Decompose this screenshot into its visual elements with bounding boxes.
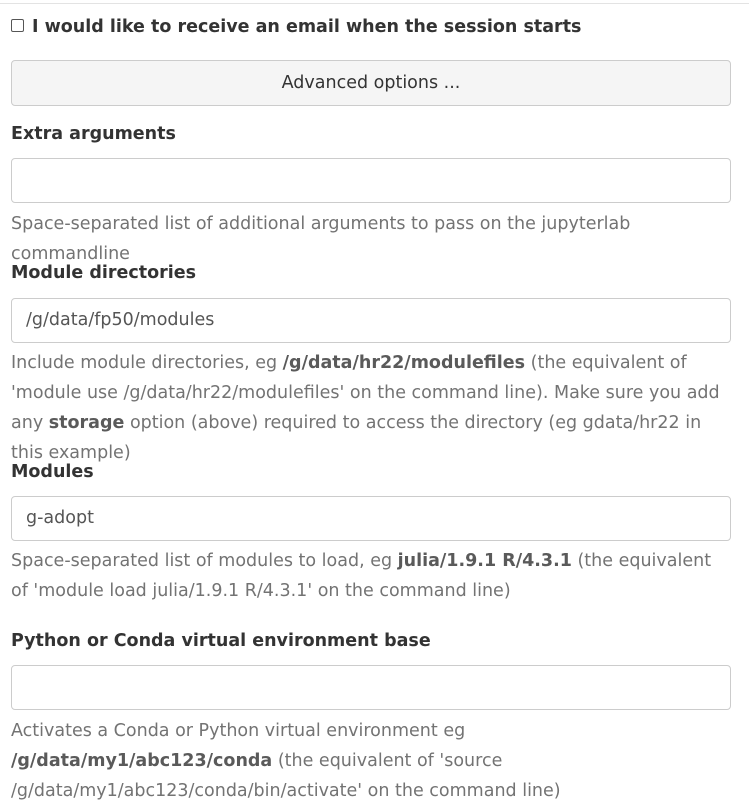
modules-help-text-1: Space-separated list of modules to load, eg	[11, 551, 398, 571]
module-directories-help-storage: storage	[48, 413, 125, 433]
module-directories-help-text-2: (the equivalent of 'module use /g/data/hr22/modulefiles' on the command line). Make sure you add any	[11, 353, 720, 433]
modules-label: Modules	[11, 462, 94, 482]
extra-arguments-label: Extra arguments	[11, 124, 176, 144]
module-directories-label: Module directories	[11, 263, 197, 283]
module-directories-help	[11, 348, 723, 468]
modules-input[interactable]: g-adopt	[11, 496, 731, 541]
email-checkbox-label[interactable]: I would like to receive an email when the session starts	[32, 17, 582, 37]
modules-help	[11, 546, 723, 606]
extra-arguments-help: Space-separated list of additional arguments to pass on the jupyterlab commandline	[11, 214, 631, 264]
email-checkbox-row[interactable]	[11, 14, 581, 40]
extra-arguments-input[interactable]	[11, 158, 731, 203]
advanced-options-button[interactable]: Advanced options ...	[11, 60, 731, 106]
modules-help-text-2: (the equivalent of 'module load julia/1.9.1 R/4.3.1' on the command line)	[11, 551, 712, 601]
venv-base-help-text-1: Activates a Conda or Python virtual environment eg	[11, 721, 466, 741]
venv-base-help	[11, 716, 723, 806]
venv-base-input[interactable]	[11, 665, 731, 710]
module-directories-help-text-1: Include module directories, eg	[11, 353, 283, 373]
top-divider	[0, 0, 749, 4]
email-checkbox[interactable]	[11, 19, 24, 32]
modules-help-example: julia/1.9.1 R/4.3.1	[397, 551, 572, 571]
module-directories-help-example: /g/data/hr22/modulefiles	[282, 353, 526, 373]
venv-base-help-example: /g/data/my1/abc123/conda	[11, 751, 273, 771]
venv-base-label: Python or Conda virtual environment base	[11, 631, 431, 651]
module-directories-input[interactable]: /g/data/fp50/modules	[11, 298, 731, 343]
venv-base-help-text-2: (the equivalent of 'source /g/data/my1/abc123/conda/bin/activate' on the command line)	[11, 751, 561, 801]
module-directories-help-text-3: option (above) required to access the directory (eg gdata/hr22 in this example)	[11, 413, 702, 463]
